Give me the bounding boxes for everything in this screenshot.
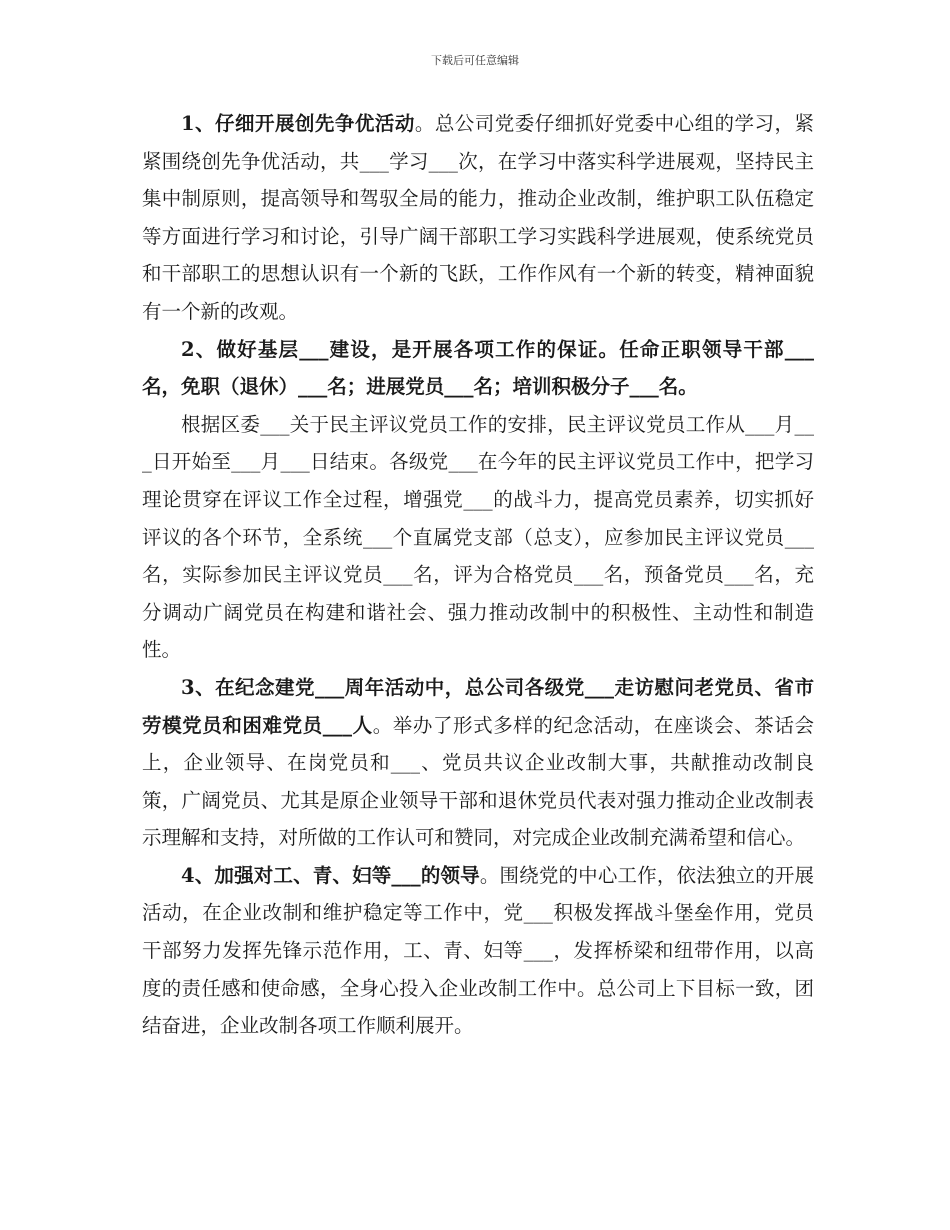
paragraph-3 xyxy=(142,406,814,669)
document-body xyxy=(142,105,814,1045)
paragraph-4-text: 。举办了形式多样的纪念活动，在座谈会、茶话会上，企业领导、在岗党员和___、党员共议企业改制大事，共献推动改制良策，广阔党员、尤其是原企业领导干部和退休党员代表对强力推动企业改制表示理解和支持，对所做的工作认可和赞同，对完成企业改制充满希望和信心。 xyxy=(142,713,814,850)
paragraph-4-heading: 3、在纪念建党___周年活动中，总公司各级党___走访慰问老党员、省市劳模党员和困难党员___人 xyxy=(142,675,814,737)
paragraph-5-text: 。围绕党的中心工作，依法独立的开展活动，在企业改制和维护稳定等工作中，党___积极发挥战斗堡垒作用，党员干部努力发挥先锋示范作用，工、青、妇等___，发挥桥梁和纽带作用，以高度的责任感和使命感，全身心投入企业改制工作中。总公司上下目标一致，团结奋进，企业改制各项工作顺利展开。 xyxy=(142,863,814,1038)
paragraph-5-heading: 4、加强对工、青、妇等___的领导 xyxy=(181,863,480,887)
paragraph-4 xyxy=(142,669,814,857)
paragraph-1-heading: 1、仔细开展创先争优活动 xyxy=(181,112,415,135)
paragraph-3-text: 根据区委___关于民主评议党员工作的安排，民主评议党员工作从___月___日开始至___月___日结束。各级党___在今年的民主评议党员工作中，把学习理论贯穿在评议工作全过程，增强党___的战斗力，提高党员素养，切实抓好评议的各个环节，全系统___个直属党支部（总支），应参加民主评议党员___名，实际参加民主评议党员___名，评为合格党员___名，预备党员___名，充分调动广阔党员在构建和谐社会、强力推动改制中的积极性、主动性和制造性。 xyxy=(142,412,814,662)
paragraph-5 xyxy=(142,857,814,1045)
paragraph-1-text: 。总公司党委仔细抓好党委中心组的学习，紧紧围绕创先争优活动，共___学习___次，在学习中落实科学进展观，坚持民主集中制原则，提高领导和驾驭全局的能力，推动企业改制，维护职工队伍稳定等方面进行学习和讨论，引导广阔干部职工学习实践科学进展观，使系统党员和干部职工的思想认识有一个新的飞跃，工作作风有一个新的转变，精神面貌有一个新的改观。 xyxy=(142,112,814,323)
paragraph-2 xyxy=(142,331,814,406)
page-header: 下载后可任意编辑 xyxy=(431,54,519,67)
paragraph-2-heading: 2、做好基层___建设，是开展各项工作的保证。任命正职领导干部___名，免职（退休）___名；进展党员___名；培训积极分子___名。 xyxy=(142,337,814,399)
paragraph-1 xyxy=(142,105,814,331)
